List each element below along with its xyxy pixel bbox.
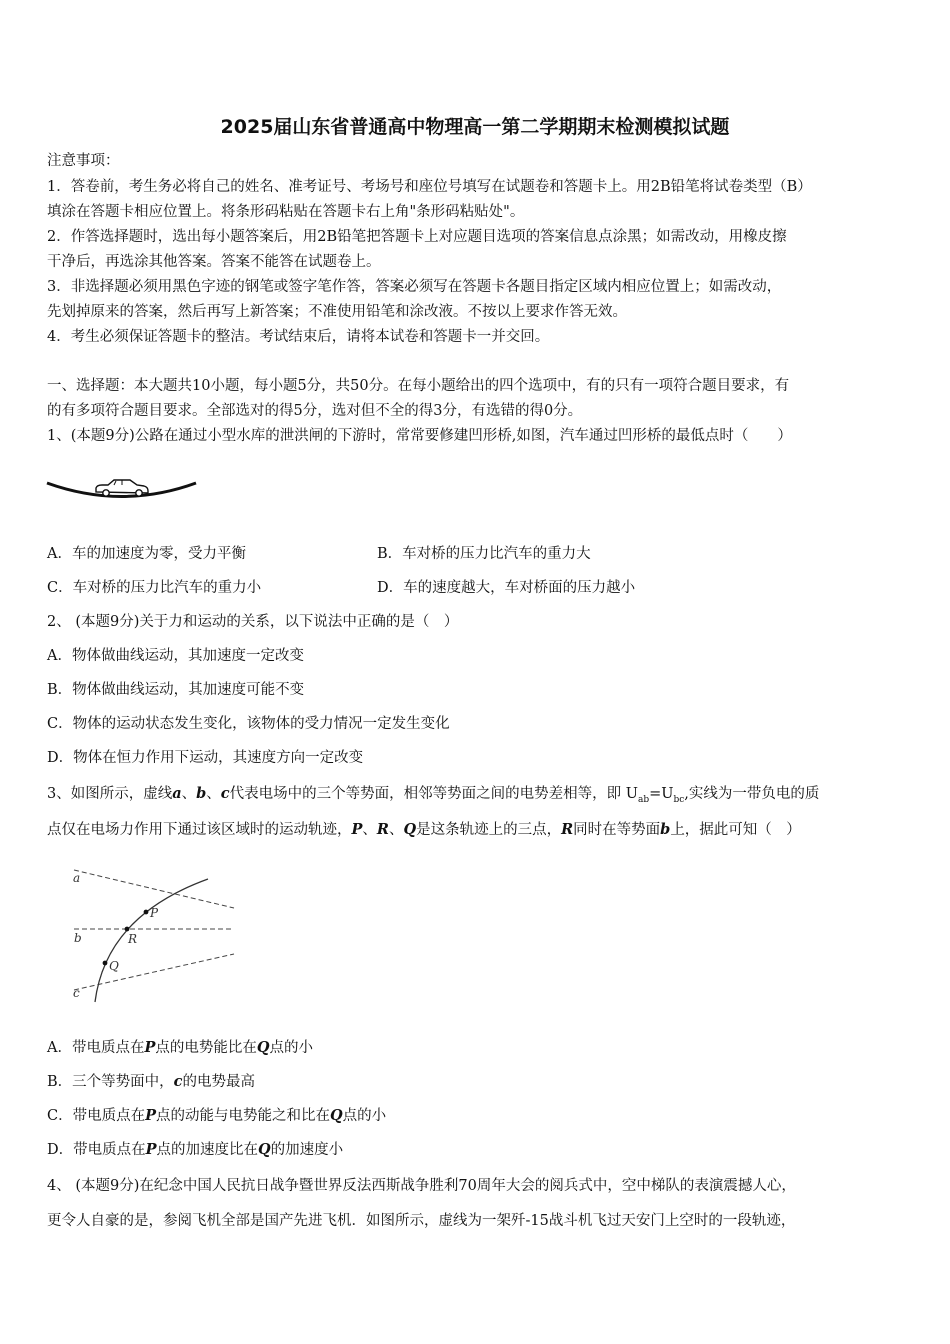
notice-line: 2．作答选择题时，选出每小题答案后，用2B铅笔把答题卡上对应题目选项的答案信息点涂黑；如需改动，用橡皮擦	[47, 229, 787, 245]
section-intro: 一、选择题：本大题共10小题，每小题5分，共50分。在每小题给出的四个选项中，有的只有一项符合题目要求，有	[47, 378, 790, 394]
equipotential-a	[74, 870, 234, 908]
question-2-option-d: D．物体在恒力作用下运动，其速度方向一定改变	[47, 750, 364, 766]
question-3-option-a: A．带电质点在P点的电势能比在Q点的小	[47, 1039, 314, 1056]
question-3-option-d: D．带电质点在P点的加速度比在Q的加速度小	[47, 1141, 344, 1158]
question-2-option-c: C．物体的运动状态发生变化，该物体的受力情况一定发生变化	[47, 716, 450, 732]
notice-line: 3．非选择题必须用黑色字迹的钢笔或签字笔作答，答案必须写在答题卡各题目指定区域内相应位置上；如需改动，	[47, 279, 782, 295]
concave-bridge-car-figure	[44, 466, 202, 514]
notice-line: 1．答卷前，考生务必将自己的姓名、准考证号、考场号和座位号填写在试题卷和答题卡上。用2B铅笔将试卷类型（B）	[47, 179, 812, 195]
question-3-stem-line1: 3、如图所示，虚线a、b、c代表电场中的三个等势面，相邻等势面之间的电势差相等，即 $U_{ab}=U_{bc}$,实线为一带负电的质	[47, 785, 820, 805]
point-P	[144, 910, 149, 915]
notice-line: 4．考生必须保证答题卡的整洁。考试结束后，请将本试卷和答题卡一并交回。	[47, 329, 550, 345]
question-3-option-c: C．带电质点在P点的动能与电势能之和比在Q点的小	[47, 1107, 387, 1124]
notice-line: 先划掉原来的答案，然后再写上新答案；不准使用铅笔和涂改液。不按以上要求作答无效。	[47, 304, 627, 320]
question-2-option-a: A．物体做曲线运动，其加速度一定改变	[47, 648, 304, 664]
question-4-stem-line2: 更令人自豪的是，参阅飞机全部是国产先进飞机．如图所示，虚线为一架歼-15战斗机飞过天安门上空时的一段轨迹，	[47, 1213, 796, 1229]
question-2-option-b: B．物体做曲线运动，其加速度可能不变	[47, 682, 305, 698]
notice-heading: 注意事项：	[47, 153, 120, 169]
label-Q: Q	[109, 959, 119, 973]
question-4-stem-line1: 4、 (本题9分)在纪念中国人民抗日战争暨世界反法西斯战争胜利70周年大会的阅兵式中，空中梯队的表演震撼人心，	[47, 1178, 796, 1194]
label-b: b	[74, 931, 82, 945]
label-R: R	[128, 932, 138, 946]
notice-line: 填涂在答题卡相应位置上。将条形码粘贴在答题卡右上角"条形码粘贴处"。	[47, 204, 525, 220]
question-1-option-b: B．车对桥的压力比汽车的重力大	[377, 546, 591, 562]
question-1-option-c: C．车对桥的压力比汽车的重力小	[47, 580, 262, 596]
label-c: c	[73, 986, 80, 1000]
question-2-stem: 2、 (本题9分)关于力和运动的关系，以下说法中正确的是（ ）	[47, 614, 459, 630]
question-1-option-d: D．车的速度越大，车对桥面的压力越小	[377, 580, 636, 596]
question-3-stem-line2: 点仅在电场力作用下通过该区域时的运动轨迹，P、R、Q是这条轨迹上的三点，R同时在等势面b上，据此可知（ ）	[47, 821, 801, 838]
equipotential-trajectory-figure	[66, 866, 241, 1008]
label-a: a	[73, 871, 81, 885]
question-1-stem: 1、(本题9分)公路在通过小型水库的泄洪闸的下游时，常常要修建凹形桥,如图，汽车通过凹形桥的最低点时（ ）	[47, 428, 792, 444]
question-3-option-b: B．三个等势面中，c的电势最高	[47, 1073, 255, 1090]
label-P: P	[150, 906, 159, 920]
section-intro: 的有多项符合题目要求。全部选对的得5分，选对但不全的得3分，有选错的得0分。	[47, 403, 583, 419]
point-R	[125, 927, 130, 932]
point-Q	[103, 961, 108, 966]
page-title: 2025届山东省普通高中物理高一第二学期期末检测模拟试题	[220, 116, 730, 138]
question-1-option-a: A．车的加速度为零，受力平衡	[47, 546, 246, 562]
notice-line: 干净后，再选涂其他答案。答案不能答在试题卷上。	[47, 254, 381, 270]
